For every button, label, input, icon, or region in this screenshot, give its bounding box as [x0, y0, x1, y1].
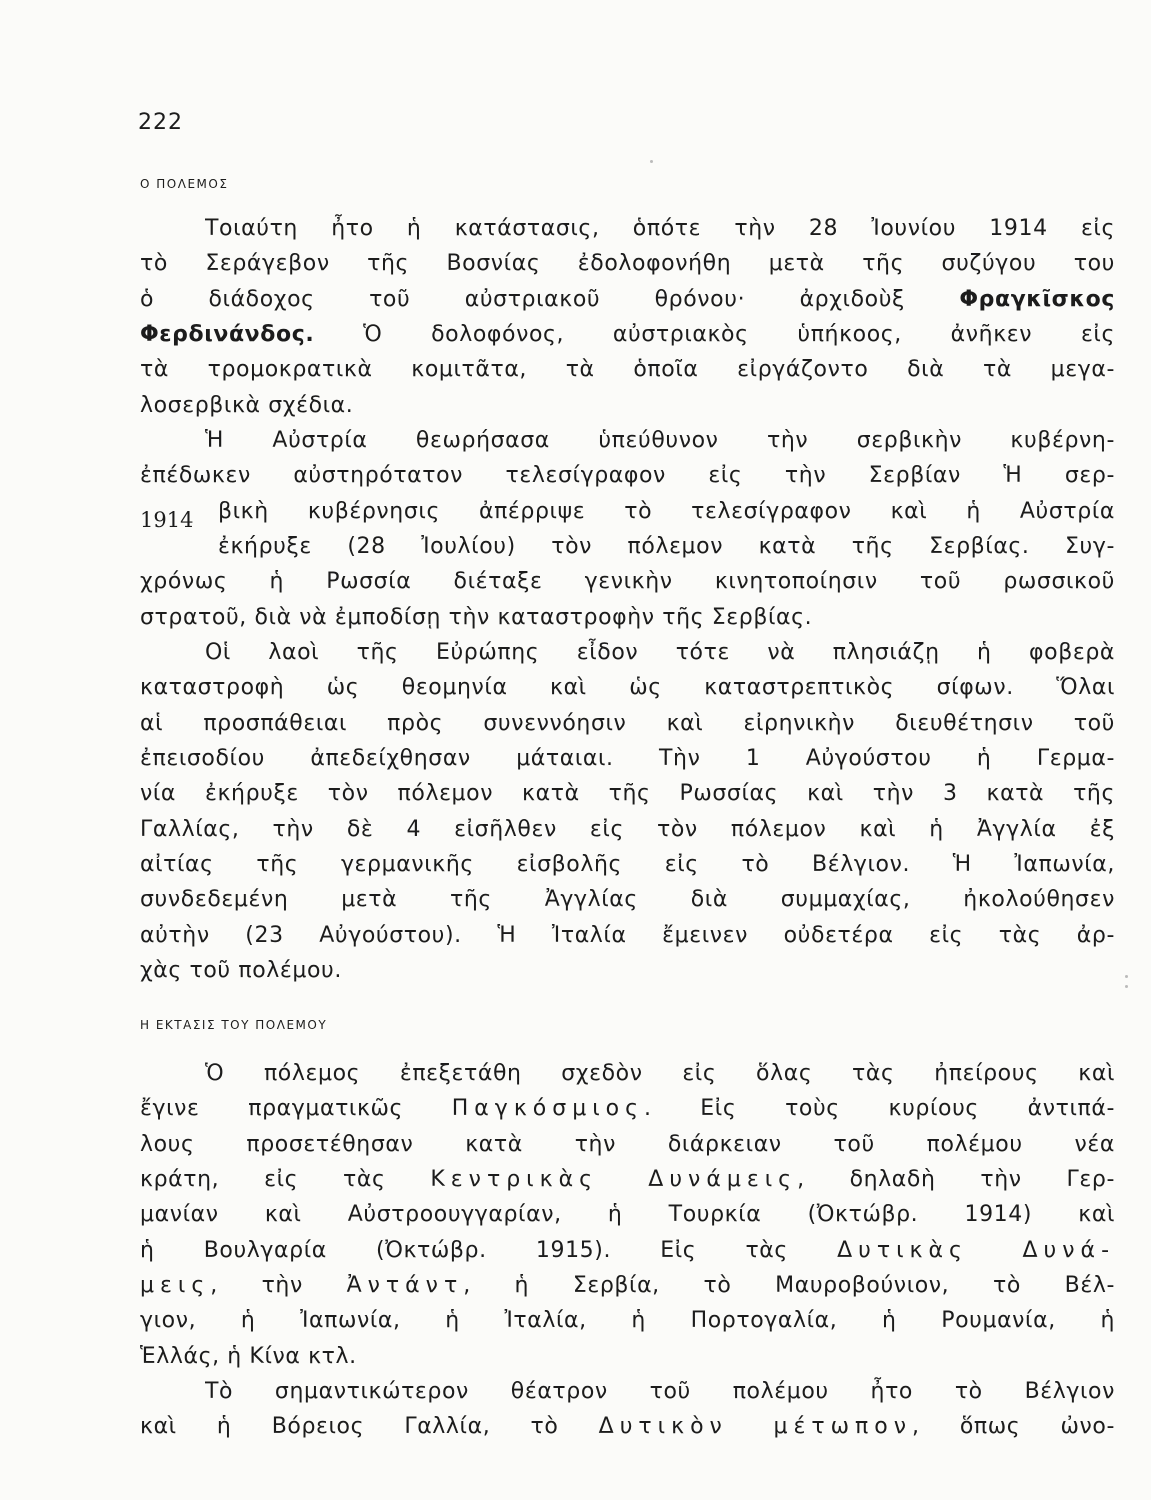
section-heading: Η ΕΚΤΑΣΙΣ ΤΟΥ ΠΟΛΕΜΟΥ [140, 1018, 328, 1032]
text-line: τὸ Σεράγεβον τῆς Βοσνίας ἐδολοφονήθη μετὰ τῆς συζύγου του [140, 251, 1115, 276]
text-span: καὶ ἡ Βόρειος Γαλλία, τὸ [140, 1414, 599, 1439]
text-line: συνδεδεμένη μετὰ τῆς Ἀγγλίας διὰ συμμαχίας, ἠκολούθησεν [140, 887, 1115, 912]
margin-date: 1914 [140, 508, 194, 532]
text-line [140, 1410, 1115, 1444]
text-span: ἡ Βουλγαρία (Ὀκτώβρ. 1915). Εἰς τὰς [140, 1238, 838, 1263]
scan-speck [1125, 985, 1128, 988]
text-line: αἱ προσπάθειαι πρὸς συνεννόησιν καὶ εἰρηνικὴν διευθέτησιν τοῦ [140, 711, 1115, 736]
text-line [140, 1269, 1115, 1303]
text-line: χρόνως ἡ Ρωσσία διέταξε γενικὴν κινητοποίησιν τοῦ ρωσσικοῦ [140, 569, 1115, 594]
text-line: βικὴ κυβέρνησις ἀπέρριψε τὸ τελεσίγραφον καὶ ἡ Αὐστρία [218, 499, 1115, 524]
text-line: Τὸ σημαντικώτερον θέατρον τοῦ πολέμου ἦτο τὸ Βέλγιον [205, 1379, 1115, 1404]
text-line: ἐκήρυξε (28 Ἰουλίου) τὸν πόλεμον κατὰ τῆς Σερβίας. Συγ- [218, 534, 1115, 559]
text-line [140, 1092, 1115, 1126]
emphasized-term: Ἀντάντ [346, 1273, 464, 1298]
text-line: Οἱ λαοὶ τῆς Εὐρώπης εἶδον τότε νὰ πλησιάζῃ ἡ φοβερὰ [205, 640, 1115, 665]
text-line: νία ἐκήρυξε τὸν πόλεμον κατὰ τῆς Ρωσσίας καὶ τὴν 3 κατὰ τῆς [140, 781, 1115, 806]
text-line: Γαλλίας, τὴν δὲ 4 εἰσῆλθεν εἰς τὸν πόλεμον καὶ ἡ Ἀγγλία ἐξ [140, 817, 1115, 842]
text-line: αἰτίας τῆς γερμανικῆς εἰσβολῆς εἰς τὸ Βέλγιον. Ἡ Ἰαπωνία, [140, 852, 1115, 877]
text-span: ἔγινε πραγματικῶς [140, 1096, 452, 1121]
text-span: κράτη, εἰς τὰς [140, 1167, 431, 1192]
text-line: καταστροφὴ ὡς θεομηνία καὶ ὡς καταστρεπτικὸς σίφων. Ὅλαι [140, 675, 1115, 700]
text-line: Ὁ πόλεμος ἐπεξετάθη σχεδὸν εἰς ὅλας τὰς ἠπείρους καὶ [205, 1061, 1115, 1086]
text-line: ἐπεισοδίου ἀπεδείχθησαν μάταιαι. Τὴν 1 Αὐγούστου ἡ Γερμα- [140, 746, 1115, 771]
text-line [140, 1163, 1115, 1197]
emphasized-name: Φραγκῖσκος [959, 287, 1115, 312]
text-span: , τὴν [210, 1273, 347, 1298]
text-line: ἐπέδωκεν αὐστηρότατον τελεσίγραφον εἰς τὴν Σερβίαν Ἡ σερ- [140, 463, 1115, 488]
text-line [140, 1234, 1115, 1268]
scan-speck [1125, 975, 1128, 978]
text-line: στρατοῦ, διὰ νὰ ἐμποδίσῃ τὴν καταστροφὴν τῆς Σερβίας. [140, 605, 813, 630]
text-line: Ἑλλάς, ἡ Κίνα κτλ. [140, 1344, 357, 1369]
text-span: , ὅπως ὠνο- [912, 1414, 1115, 1439]
emphasized-term: Δυτικὸν μέτωπον [598, 1414, 912, 1439]
text-line [140, 283, 1115, 317]
emphasized-term: Δυτικὰς Δυνά- [837, 1238, 1115, 1263]
emphasized-term: μεις [140, 1273, 211, 1298]
text-line: γιον, ἡ Ἰαπωνία, ἡ Ἰταλία, ἡ Πορτογαλία, ἡ Ρουμανία, ἡ [140, 1308, 1115, 1333]
text-span: Ὁ δολοφόνος, αὐστριακὸς ὑπήκοος, ἀνῆκεν εἰς [314, 322, 1115, 347]
text-line: Τοιαύτη ἦτο ἡ κατάστασις, ὁπότε τὴν 28 Ἰουνίου 1914 εἰς [205, 216, 1115, 241]
text-span: , ἡ Σερβία, τὸ Μαυροβούνιον, τὸ Βέλ- [463, 1273, 1115, 1298]
text-span: , δηλαδὴ τὴν Γερ- [797, 1167, 1115, 1192]
text-line: λους προσετέθησαν κατὰ τὴν διάρκειαν τοῦ πολέμου νέα [140, 1132, 1115, 1157]
emphasized-term: Παγκόσμιος [451, 1096, 645, 1121]
text-span: ὁ διάδοχος τοῦ αὐστριακοῦ θρόνου· ἀρχιδοὺξ [140, 287, 905, 312]
text-line: μανίαν καὶ Αὐστροουγγαρίαν, ἡ Τουρκία (Ὀκτώβρ. 1914) καὶ [140, 1202, 1115, 1227]
page-number: 222 [138, 110, 183, 135]
text-line: λοσερβικὰ σχέδια. [140, 393, 354, 418]
emphasized-name: Φερδινάνδος. [140, 322, 315, 347]
text-line: Ἡ Αὐστρία θεωρήσασα ὑπεύθυνον τὴν σερβικὴν κυβέρνη- [205, 428, 1115, 453]
text-line: χὰς τοῦ πολέμου. [140, 958, 342, 983]
text-span: . Εἰς τοὺς κυρίους ἀντιπά- [644, 1096, 1115, 1121]
emphasized-term: Κεντρικὰς Δυνάμεις [430, 1167, 798, 1192]
text-line [140, 318, 1115, 352]
running-head: Ο ΠΟΛΕΜΟΣ [140, 177, 229, 191]
text-line: αὐτὴν (23 Αὐγούστου). Ἡ Ἰταλία ἔμεινεν οὐδετέρα εἰς τὰς ἀρ- [140, 923, 1115, 948]
scan-speck [650, 160, 653, 163]
text-line: τὰ τρομοκρατικὰ κομιτᾶτα, τὰ ὁποῖα εἰργάζοντο διὰ τὰ μεγα- [140, 357, 1115, 382]
